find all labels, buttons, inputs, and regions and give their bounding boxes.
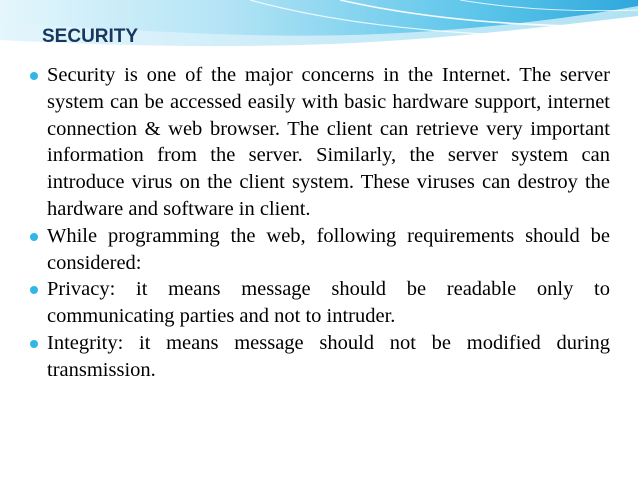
bullet-list bbox=[30, 62, 610, 384]
bullet-item bbox=[30, 276, 610, 330]
bullet-text: Security is one of the major concerns in the Internet. The server system can be accessed easily with basic hardware support, internet connection & web browser. The client can retrieve very important information from the server. Similarly, the server system can introduce virus on the client system. These viruses can destroy the hardware and software in client. bbox=[47, 64, 610, 220]
bullet-dot-icon bbox=[30, 233, 38, 241]
bullet-dot-icon bbox=[30, 340, 38, 348]
bullet-dot-icon bbox=[30, 72, 38, 80]
bullet-item bbox=[30, 330, 610, 384]
bullet-item bbox=[30, 223, 610, 277]
bullet-dot-icon bbox=[30, 286, 38, 294]
bullet-item bbox=[30, 62, 610, 223]
slide-title: SECURITY bbox=[42, 26, 139, 47]
bullet-text: Privacy: it means message should be readable only to communicating parties and not to intruder. bbox=[47, 278, 610, 328]
bullet-text: While programming the web, following requirements should be considered: bbox=[47, 224, 610, 274]
bullet-text: Integrity: it means message should not be modified during transmission. bbox=[47, 331, 610, 381]
